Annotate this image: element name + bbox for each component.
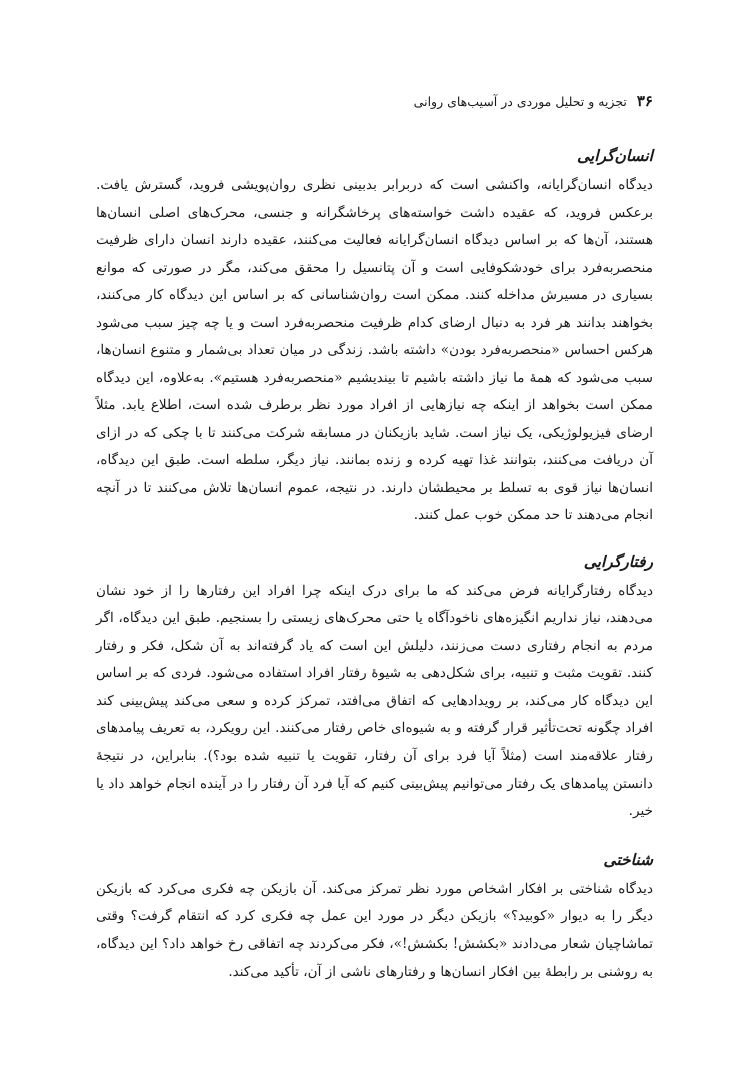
running-header <box>96 92 653 114</box>
section-heading-humanism: انسان‌گرایی <box>576 146 653 165</box>
section-heading-behaviorism: رفتارگرایی <box>583 551 653 571</box>
page-content <box>96 140 653 986</box>
section-body-cognitive: دیدگاه شناختی بر افکار اشخاص مورد نظر تمرکز می‌کند. آن بازیکن چه فکری می‌کرد که بازیکن دیگر را به دیوار «کوبید؟» بازیکن دیگر در مورد این عمل چه فکری کرد که انتقام گرفت؟ وقتی تماشاچیان شعار می‌دادند «بکشش! بکشش!»، فکر می‌کردند چه اتفاقی رخ خواهد داد؟ این دیدگاه، به روشنی بر رابطهٔ بین افکار انسان‌ها و رفتارهای ناشی از آن، تأکید می‌کند. <box>96 880 653 980</box>
section-body-behaviorism: دیدگاه رفتارگرایانه فرض می‌کند که ما برای درک اینکه چرا افراد این رفتارها را از خود نشان می‌دهند، نیاز نداریم انگیزه‌های ناخودآگاه یا حتی محرک‌های زیستی را بسنجیم. طبق این دیدگاه، اگر مردم به انجام رفتاری دست می‌زنند، دلیلش این است که یاد گرفته‌اند به آن شکل، فکر و رفتار کنند. تقویت مثبت و تنبیه، برای شکل‌دهی به شیوهٔ رفتار افراد استفاده می‌شود. فردی که بر اساس این دیدگاه کار می‌کند، بر رویدادهایی که اتفاق می‌افتد، تمرکز کرده و سعی می‌کند پیش‌بینی کند افراد چگونه تحت‌تأثیر قرار گرفته و به شیوه‌ای خاص رفتار می‌کنند. این رویکرد، به تعریف پیامدهای رفتار علاقه‌مند است (مثلاً آیا فرد برای آن رفتار، تقویت یا تنبیه شده بود؟). بنابراین، در نتیجهٔ دانستن پیامدهای یک رفتار می‌توانیم پیش‌بینی کنیم که آیا فرد آن رفتار را در آینده انجام خواهد داد یا خیر. <box>96 582 653 820</box>
running-title: تجزیه و تحلیل موردی در آسیب‌های روانی <box>413 94 627 109</box>
section-body-humanism: دیدگاه انسان‌گرایانه، واکنشی است که دربرابر بدبینی نظری روان‌پویشی فروید، گسترش یافت. برعکس فروید، که عقیده داشت خواسته‌های پرخاشگرانه و جنسی، محرک‌های اصلی انسان‌ها هستند، آن‌ها که بر اساس دیدگاه انسان‌گرایانه فعالیت می‌کنند، عقیده دارند انسان دارای ظرفیت منحصربه‌فرد برای خودشکوفایی است و آن پتانسیل را محقق می‌کند، مگر در صورتی که موانع بسیاری در مسیرش مداخله کنند. ممکن است روان‌شناسانی که بر اساس این دیدگاه کار می‌کنند، بخواهند بدانند هر فرد به دنبال ارضای کدام ظرفیت منحصربه‌فرد است و یا چه چیز سبب می‌شود هرکس احساس «منحصربه‌فرد بودن» داشته باشد. زندگی در میان تعداد بی‌شمار و متنوع انسان‌ها، سبب می‌شود که همهٔ ما نیاز داشته باشیم تا بیندیشیم «منحصربه‌فرد هستیم». به‌علاوه، این دیدگاه ممکن است بخواهد از اینکه چه نیازهایی از افراد مورد نظر برطرف شده است، اطلاع یابد. مثلاً ارضای فیزیولوژیکی، یک نیاز است. شاید بازیکنان در مسابقه شرکت می‌کنند تا با چکی که در ازای آن دریافت می‌کنند، بتوانند غذا تهیه کرده و زنده بمانند. نیاز دیگر، سلطه است. طبق این دیدگاه، انسان‌ها نیاز قوی به تسلط بر محیطشان دارند. در نتیجه، عموم انسان‌ها تلاش می‌کنند تا در آنچه انجام می‌دهند تا حد ممکن خوب عمل کنند. <box>96 177 653 523</box>
section-behaviorism <box>96 546 653 826</box>
section-cognitive <box>96 844 653 986</box>
section-humanism <box>96 140 653 530</box>
section-heading-cognitive: شناختی <box>603 849 653 869</box>
page-number: ۳۶ <box>636 92 653 110</box>
